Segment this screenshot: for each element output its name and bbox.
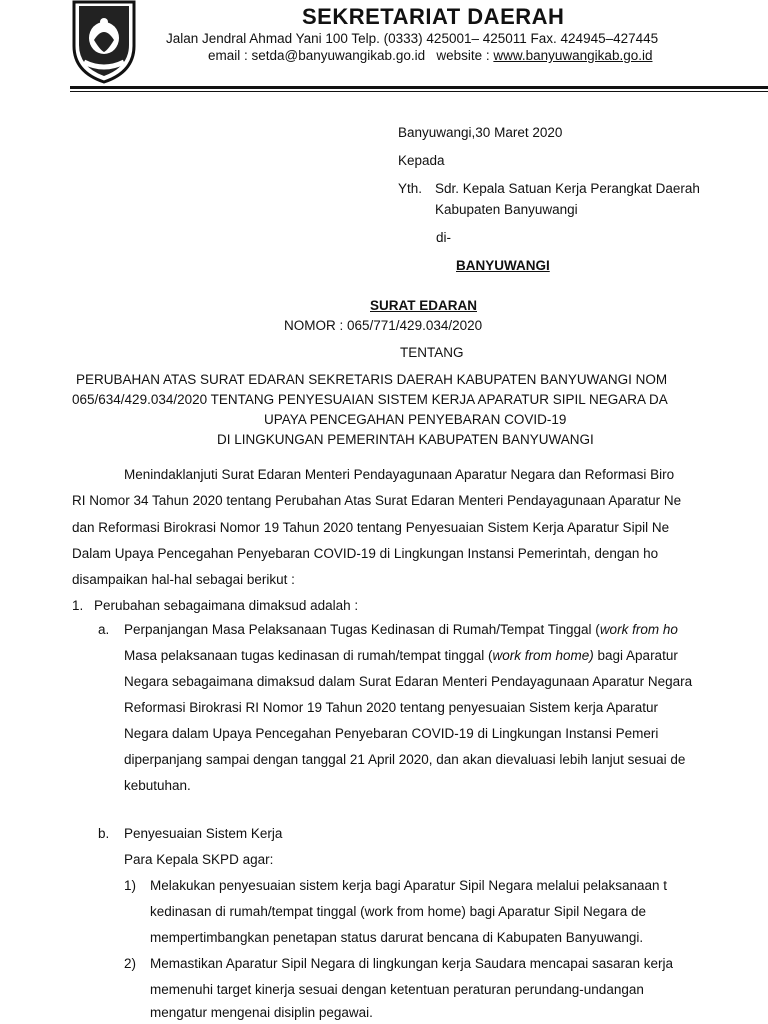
- place-date: Banyuwangi,30 Maret 2020: [398, 125, 563, 140]
- subject-line-3: UPAYA PENCEGAHAN PENYEBARAN COVID-19: [264, 412, 567, 427]
- recipient-line-2: Kabupaten Banyuwangi: [435, 202, 578, 217]
- website-link[interactable]: www.banyuwangikab.go.id: [493, 48, 653, 63]
- item-a-label: a.: [98, 622, 110, 637]
- item-b-title: Penyesuaian Sistem Kerja: [124, 826, 283, 841]
- office-address: Jalan Jendral Ahmad Yani 100 Telp. (0333) 425001– 425011 Fax. 424945–427445: [166, 31, 659, 46]
- sub-2-line-2: memenuhi target kinerja sesuai dengan ketentuan peraturan perundang-undangan: [150, 982, 644, 997]
- to-label: Kepada: [398, 153, 445, 168]
- header-rule-thick: [70, 86, 768, 89]
- subject-line-1: PERUBAHAN ATAS SURAT EDARAN SEKRETARIS DAERAH KABUPATEN BANYUWANGI NOM: [76, 372, 668, 387]
- item-b-label: b.: [98, 826, 110, 841]
- item-a-title: Perpanjangan Masa Pelaksanaan Tugas Kedinasan di Rumah/Tempat Tinggal (work from ho: [124, 622, 678, 637]
- yth-label: Yth.: [398, 181, 423, 196]
- destination-city: BANYUWANGI: [456, 258, 550, 273]
- item-b-subtitle: Para Kepala SKPD agar:: [124, 852, 274, 867]
- item-a-line-2: Negara sebagaimana dimaksud dalam Surat Edaran Menteri Pendayagunaan Aparatur Negara: [124, 674, 693, 689]
- item-a-line-6: kebutuhan.: [124, 778, 191, 793]
- sub-1-number: 1): [124, 878, 137, 893]
- item-a-line-5: diperpanjang sampai dengan tanggal 21 April 2020, dan akan dievaluasi lebih lanjut sesuai de: [124, 752, 686, 767]
- header-rule-thin: [70, 91, 768, 92]
- intro-line-1: Menindaklanjuti Surat Edaran Menteri Pendayagunaan Aparatur Negara dan Reformasi Biro: [124, 467, 675, 482]
- document-number: NOMOR : 065/771/429.034/2020: [284, 318, 483, 333]
- sub-1-line-2: kedinasan di rumah/tempat tinggal (work from home) bagi Aparatur Sipil Negara de: [150, 904, 647, 919]
- sub-1-line-3: mempertimbangkan penetapan status darurat bencana di Kabupaten Banyuwangi.: [150, 930, 644, 945]
- organization-title: SEKRETARIAT DAERAH: [302, 4, 565, 29]
- sub-2-line-1: Memastikan Aparatur Sipil Negara di lingkungan kerja Saudara mencapai sasaran kerja: [150, 956, 674, 971]
- intro-line-4: Dalam Upaya Pencegahan Penyebaran COVID-19 di Lingkungan Instansi Pemerintah, dengan ho: [72, 546, 659, 561]
- contact-line: [208, 48, 652, 63]
- item-1-text: Perubahan sebagaimana dimaksud adalah :: [94, 598, 359, 613]
- item-a-line-1: Masa pelaksanaan tugas kedinasan di rumah/tempat tinggal (work from home) bagi Aparatur: [124, 648, 678, 663]
- document-type: SURAT EDARAN: [370, 298, 477, 313]
- item-a-line-3: Reformasi Birokrasi RI Nomor 19 Tahun 2020 tentang penyesuaian Sistem kerja Aparatur: [124, 700, 659, 715]
- sub-2-number: 2): [124, 956, 137, 971]
- di-label: di-: [436, 230, 452, 245]
- subject-line-4: DI LINGKUNGAN PEMERINTAH KABUPATEN BANYUWANGI: [217, 432, 594, 447]
- intro-line-3: dan Reformasi Birokrasi Nomor 19 Tahun 2020 tentang Penyesuaian Sistem Kerja Aparatur Sipil Ne: [72, 520, 670, 535]
- sub-1-line-1: Melakukan penyesuaian sistem kerja bagi Aparatur Sipil Negara melalui pelaksanaan t: [150, 878, 668, 893]
- item-1-number: 1.: [72, 598, 84, 613]
- intro-line-2: RI Nomor 34 Tahun 2020 tentang Perubahan Atas Surat Edaran Menteri Pendayagunaan Aparatur Ne: [72, 493, 682, 508]
- subject-line-2: 065/634/429.034/2020 TENTANG PENYESUAIAN SISTEM KERJA APARATUR SIPIL NEGARA DA: [72, 392, 668, 407]
- intro-line-5: disampaikan hal-hal sebagai berikut :: [72, 572, 295, 587]
- email-text: email : setda@banyuwangikab.go.id website :: [208, 48, 494, 63]
- about-label: TENTANG: [400, 345, 464, 360]
- item-a-line-4: Negara dalam Upaya Pencegahan Penyebaran COVID-19 di Lingkungan Instansi Pemeri: [124, 726, 659, 741]
- sub-2-line-3: mengatur mengenai disiplin pegawai.: [150, 1005, 373, 1020]
- recipient-line-1: Sdr. Kepala Satuan Kerja Perangkat Daerah: [435, 181, 700, 196]
- banyuwangi-regency-emblem-logo: [68, 0, 140, 84]
